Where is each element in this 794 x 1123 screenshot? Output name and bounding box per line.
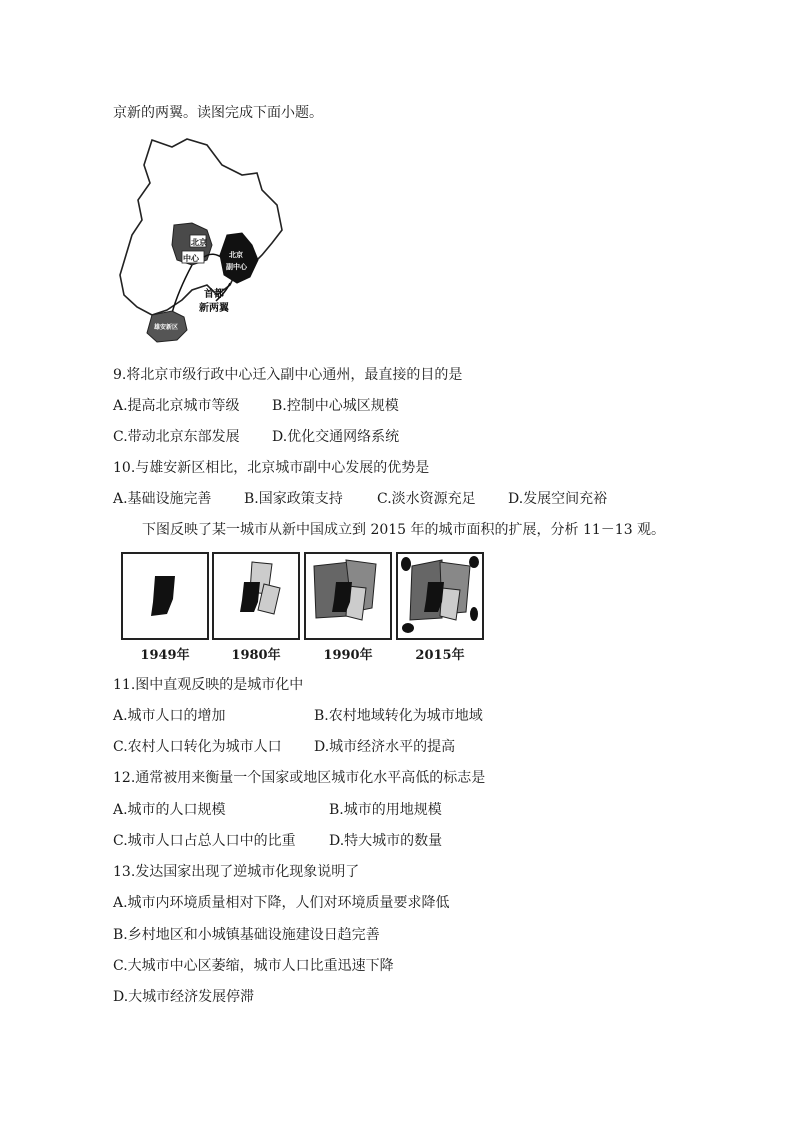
q13-option-a[interactable]: A.城市内环境质量相对下降，人们对环境质量要求降低: [113, 895, 450, 911]
q10-option-b[interactable]: B.国家政策支持: [244, 491, 343, 507]
q11-option-a[interactable]: A.城市人口的增加: [113, 708, 226, 724]
q13-option-b[interactable]: B.乡村地区和小城镇基础设施建设日趋完善: [113, 927, 380, 943]
beijing-map: [112, 135, 292, 347]
q9-option-b[interactable]: B.控制中心城区规模: [272, 398, 399, 414]
panel-1949: [121, 552, 209, 640]
xiongan-label: 雄安新区: [154, 324, 179, 331]
year-label-1980: 1980年: [231, 648, 281, 663]
q10-option-a[interactable]: A.基础设施完善: [113, 491, 212, 507]
sub-center-label-2: 副中心: [226, 263, 247, 271]
q11-option-d[interactable]: D.城市经济水平的提高: [314, 739, 456, 755]
q12-option-a[interactable]: A.城市的人口规模: [113, 802, 226, 818]
q11-stem: 11.图中直观反映的是城市化中: [113, 677, 304, 693]
q13-stem: 13.发达国家出现了逆城市化现象说明了: [113, 864, 360, 880]
q11-option-b[interactable]: B.农村地域转化为城市地域: [314, 708, 483, 724]
year-label-2015: 2015年: [415, 648, 465, 663]
q12-option-c[interactable]: C.城市人口占总人口中的比重: [113, 833, 296, 849]
q9-option-d[interactable]: D.优化交通网络系统: [272, 429, 400, 445]
intro-text: 京新的两翼。读图完成下面小题。: [113, 105, 323, 121]
q12-option-b[interactable]: B.城市的用地规模: [329, 802, 442, 818]
new-wings-label-2: 新两翼: [199, 303, 229, 314]
q9-option-a[interactable]: A.提高北京城市等级: [113, 398, 240, 414]
panel-2015: [396, 552, 484, 640]
year-label-1949: 1949年: [140, 648, 190, 663]
beijing-center-label-1: 北京: [191, 238, 207, 247]
beijing-center-label-2: 中心: [183, 254, 199, 263]
q12-stem: 12.通常被用来衡量一个国家或地区城市化水平高低的标志是: [113, 770, 486, 786]
q10-stem: 10.与雄安新区相比，北京城市副中心发展的优势是: [113, 460, 430, 476]
panel-1990: [304, 552, 392, 640]
q9-stem: 9.将北京市级行政中心迁入副中心通州，最直接的目的是: [113, 367, 463, 383]
beijing-map-figure: [112, 135, 292, 347]
q13-option-c[interactable]: C.大城市中心区萎缩，城市人口比重迅速下降: [113, 958, 394, 974]
q10-option-c[interactable]: C.淡水资源充足: [377, 491, 476, 507]
q10-option-d[interactable]: D.发展空间充裕: [508, 491, 608, 507]
sub-center-label-1: 北京: [229, 251, 243, 259]
panel-1980: [212, 552, 300, 640]
passage-2: 下图反映了某一城市从新中国成立到 2015 年的城市面积的扩展，分析 11－13 观。: [142, 522, 666, 538]
q12-option-d[interactable]: D.特大城市的数量: [329, 833, 443, 849]
year-label-1990: 1990年: [323, 648, 373, 663]
new-wings-label-1: 首都: [204, 289, 224, 300]
q11-option-c[interactable]: C.农村人口转化为城市人口: [113, 739, 282, 755]
q9-option-c[interactable]: C.带动北京东部发展: [113, 429, 240, 445]
q13-option-d[interactable]: D.大城市经济发展停滞: [113, 989, 255, 1005]
